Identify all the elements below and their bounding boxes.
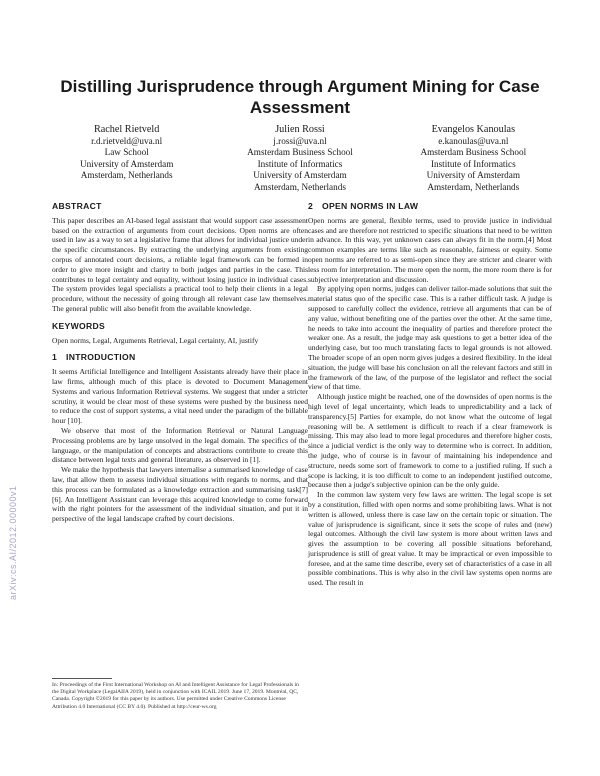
right-column xyxy=(308,202,552,596)
abstract-section xyxy=(52,202,308,314)
section-title: OPEN NORMS IN LAW xyxy=(322,201,419,211)
author-affiliation: Amsterdam Business School xyxy=(420,147,527,158)
author-block xyxy=(40,124,560,194)
author-affiliation: Amsterdam Business School xyxy=(247,147,353,158)
author-affiliation: University of Amsterdam xyxy=(426,170,520,181)
author-affiliation: Amsterdam, Netherlands xyxy=(427,181,520,192)
introduction-section xyxy=(52,353,308,524)
paragraph: Although justice might be reached, one of the downsides of open norms is the high level of legal uncertainty, which leads to unpredictability and a lack of transparency.[5] Parties for example, do not know what the outcome of legal reasoning will be. A settlement is difficult to reach if a clear framework is missing. This may also lead to more legal procedures and therefore higher costs, since a judicial verdict is the only way to determine who is correct. In addition, the judge, who of course is in favour of maintaining his independence and structure, needs some sort of framework to come to a justified ruling. If such a scope is lacking, it is too difficult to come to an independent justified outcome, because then a judge's subjective opinion can be the only guide. xyxy=(308,392,552,490)
open-norms-section xyxy=(308,202,552,588)
paragraph: In the common law system very few laws are written. The legal scope is set by a constitution, filled with open norms and some prohibiting laws. What is not written is allowed, unless there is case law on the certain topic or situation. The value of jurisprudence is significant, since it sets the scope of rules and (new) legal outcomes. Although the civil law system is more about written laws and gives the assumption to be covering all possible situations beforehand, jurisprudence is still of great value. It may be impractical or even impossible to foresee, and at the same time describe, every set of characteristics of a case in all possible combinations. This is why also in the civil law systems open norms are used. The result in xyxy=(308,490,552,588)
footnote-text: In: Proceedings of the First International Workshop on AI and Intelligent Assistance for Legal Professionals in the Digital Workplace (LegalAIIA 2019), held in conjunction with ICAIL 2019. June 17, 2019. Montréal, QC, Canada. Copyright ©2019 for this paper by its authors. Use permitted under Creative Commons License Attribution 4.0 International (CC BY 4.0). Published at http://ceur-ws.org xyxy=(52,682,299,710)
author-name: Evangelos Kanoulas xyxy=(431,124,516,135)
introduction-heading xyxy=(52,353,308,363)
author-name: Julien Rossi xyxy=(275,124,325,135)
footnote xyxy=(52,678,302,711)
section-title: INTRODUCTION xyxy=(66,352,136,363)
author-affiliation: Amsterdam, Netherlands xyxy=(80,170,173,181)
paragraph: It seems Artificial Intelligence and Intelligent Assistants already have their place in law firms, although much of this place is devoted to Document Management Systems and various Information Retrieval systems. We suggest that under a stricter scrutiny, it would be clear most of these systems were pushed by the business need to reduce the cost of support systems, a vital need under the paradigm of the billable hour [10]. xyxy=(52,367,308,426)
paragraph: By applying open norms, judges can deliver tailor-made solutions that suit the material status quo of the specific case. This is a rather difficult task. A judge is supposed to carefully collect the evidence, retrieve all arguments that can be of any value, without benefiting one of the parties over the other. At the same time, he needs to take into account the inequality of parties and therefore protect the weaker one. As a result, the judge may ask questions to get a better idea of the underlying case, but too much translating facts to legal grounds is not allowed. The broader scope of an open norm gives judges a desired flexibility. In the ideal situation, the judge will base his conclusion on all the relevant factors and still in the framework of the law, of the purpose of the legislator and reflect the social view of that time. xyxy=(308,284,552,392)
author-affiliation: Institute of Informatics xyxy=(257,158,343,169)
paragraph: We make the hypothesis that lawyers internalise a summarised knowledge of case law, that allow them to assess individual situations with regards to norms, and that this process can be formulated as a knowledge extraction and summarising task[7] [6]. An Intelligent Assistant can leverage this acquired knowledge to come forward with the right pointers for the assessment of the individual situation, and put it in perspective of the legal landscape crafted by court decisions. xyxy=(52,465,308,524)
author-affiliation: University of Amsterdam xyxy=(79,158,174,169)
author-2 xyxy=(215,124,385,194)
author-affiliation: Law School xyxy=(104,147,149,158)
keywords-heading: KEYWORDS xyxy=(52,320,106,331)
author-affiliation: University of Amsterdam xyxy=(253,170,347,181)
section-number: 1 xyxy=(52,352,58,363)
paper-title: Distilling Jurisprudence through Argument Mining for Case Assessment xyxy=(60,77,540,117)
paragraph: We observe that most of the Information Retrieval or Natural Language Processing problems are by large unsolved in the legal domain. The specifics of the language, or the manipulation of concepts and abstractions contribute to create this distance between legal texts and general literature, as observed in [1]. xyxy=(52,425,308,465)
author-affiliation: Amsterdam, Netherlands xyxy=(254,181,346,192)
abstract-text: This paper describes an AI-based legal assistant that would support case assessment based on the extraction of arguments from court decisions. Open norms are often used in law as a way to set a legislative frame that allows for individual justice under the specific circumstances. By extracting the underlying arguments from existing corpus of annotated court decisions, a reliable legal framework can be formed in order to give more insight and clarity to both judges and parties in the case. This contributes to legal certainty and equality, without losing justice in individual cases. The system provides legal specialists a practical tool to help their clients in a legal procedure, without the necessity of going through all relevant case law themselves. The general public will also benefit from the available knowledge. xyxy=(52,215,308,313)
open-norms-heading xyxy=(308,202,552,212)
arxiv-identifier xyxy=(2,380,16,600)
left-column xyxy=(52,202,308,532)
author-name: Rachel Rietveld xyxy=(93,124,160,135)
author-email[interactable]: r.d.rietveld@uva.nl xyxy=(91,135,163,146)
section-number: 2 xyxy=(308,201,314,211)
author-affiliation: Institute of Informatics xyxy=(430,158,516,169)
keywords-section xyxy=(52,322,308,346)
keywords-text: Open norms, Legal, Arguments Retrieval, Legal certainty, AI, justify xyxy=(52,335,259,345)
arxiv-id-text: arXiv:cs.AI/2012.00000v1 xyxy=(8,485,18,600)
author-3 xyxy=(388,124,558,194)
author-email[interactable]: j.rossi@uva.nl xyxy=(273,135,327,146)
abstract-heading: ABSTRACT xyxy=(52,201,102,211)
author-1 xyxy=(42,124,212,194)
paragraph: Open norms are general, flexible terms, used to provide justice in individual cases and are therefore not restricted to specific situations that need to be written in advance. In this way, yet unknown cases can always fit in the norm.[4] Most common examples are terms like such as reasonable, fairness or equity. Some open norms are referred to as semi-open since they are stricter and clearer with less room for interpretation. The more open the norm, the more room there is for subjective interpretation and discussion. xyxy=(308,215,552,284)
author-email[interactable]: e.kanoulas@uva.nl xyxy=(438,135,509,146)
footnote-rule xyxy=(52,678,112,679)
